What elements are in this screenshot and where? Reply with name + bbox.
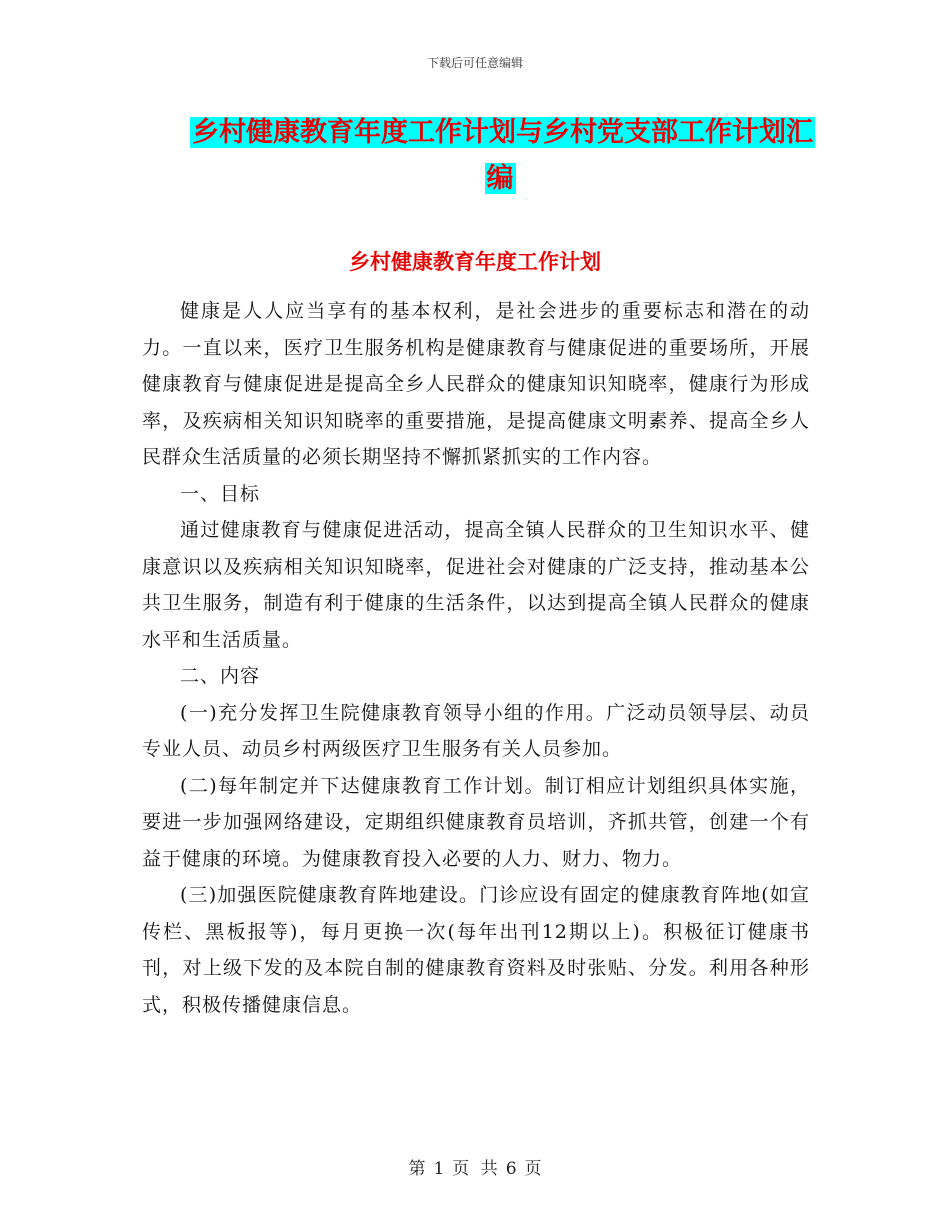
paragraph-intro: 健康是人人应当享有的基本权利，是社会进步的重要标志和潜在的动力。一直以来，医疗卫生服务机构是健康教育与健康促进的重要场所，开展健康教育与健康促进是提高全乡人民群众的健康知识知晓率，健康行为形成率，及疾病相关知识知晓率的重要措施，是提高健康文明素养、提高全乡人民群众生活质量的必须长期坚持不懈抓紧抓实的工作内容。 bbox=[142, 300, 810, 468]
current-page-number: 1 bbox=[433, 1159, 445, 1179]
document-title-line2: 编 bbox=[486, 163, 514, 194]
heading-goals: 一、目标 bbox=[180, 482, 261, 505]
section-title: 乡村健康教育年度工作计划 bbox=[349, 250, 601, 274]
page-footer bbox=[0, 1154, 950, 1179]
total-pages-number: 6 bbox=[505, 1159, 517, 1179]
heading-content: 二、内容 bbox=[180, 665, 261, 687]
paragraph-content-1: (一)充分发挥卫生院健康教育领导小组的作用。广泛动员领导层、动员专业人员、动员乡村两级医疗卫生服务有关人员参加。 bbox=[142, 701, 810, 760]
paragraph-content-2: (二)每年制定并下达健康教育工作计划。制订相应计划组织具体实施，要进一步加强网络建设，定期组织健康教育员培训，齐抓共管，创建一个有益于健康的环境。为健康教育投入必要的人力、财力、物力。 bbox=[142, 774, 810, 870]
document-title-line1: 乡村健康教育年度工作计划与乡村党支部工作计划汇 bbox=[192, 117, 813, 148]
page-suffix: 页 bbox=[524, 1159, 542, 1179]
document-body bbox=[142, 293, 810, 1023]
page-prefix: 第 bbox=[408, 1159, 426, 1179]
page-mid: 页 共 bbox=[452, 1159, 498, 1179]
paragraph-content-3: (三)加强医院健康教育阵地建设。门诊应设有固定的健康教育阵地(如宣传栏、黑板报等)，每月更换一次(每年出刊12期以上)。积极征订健康书刊，对上级下发的及本院自制的健康教育资料及时张贴、分发。利用各种形式，积极传播健康信息。 bbox=[142, 884, 810, 1016]
header-note: 下载后可任意编辑 bbox=[426, 56, 523, 70]
paragraph-goals: 通过健康教育与健康促进活动，提高全镇人民群众的卫生知识水平、健康意识以及疾病相关知识知晓率，促进社会对健康的广泛支持，推动基本公共卫生服务，制造有利于健康的生活条件，以达到提高全镇人民群众的健康水平和生活质量。 bbox=[142, 519, 810, 651]
document-title bbox=[190, 110, 813, 202]
